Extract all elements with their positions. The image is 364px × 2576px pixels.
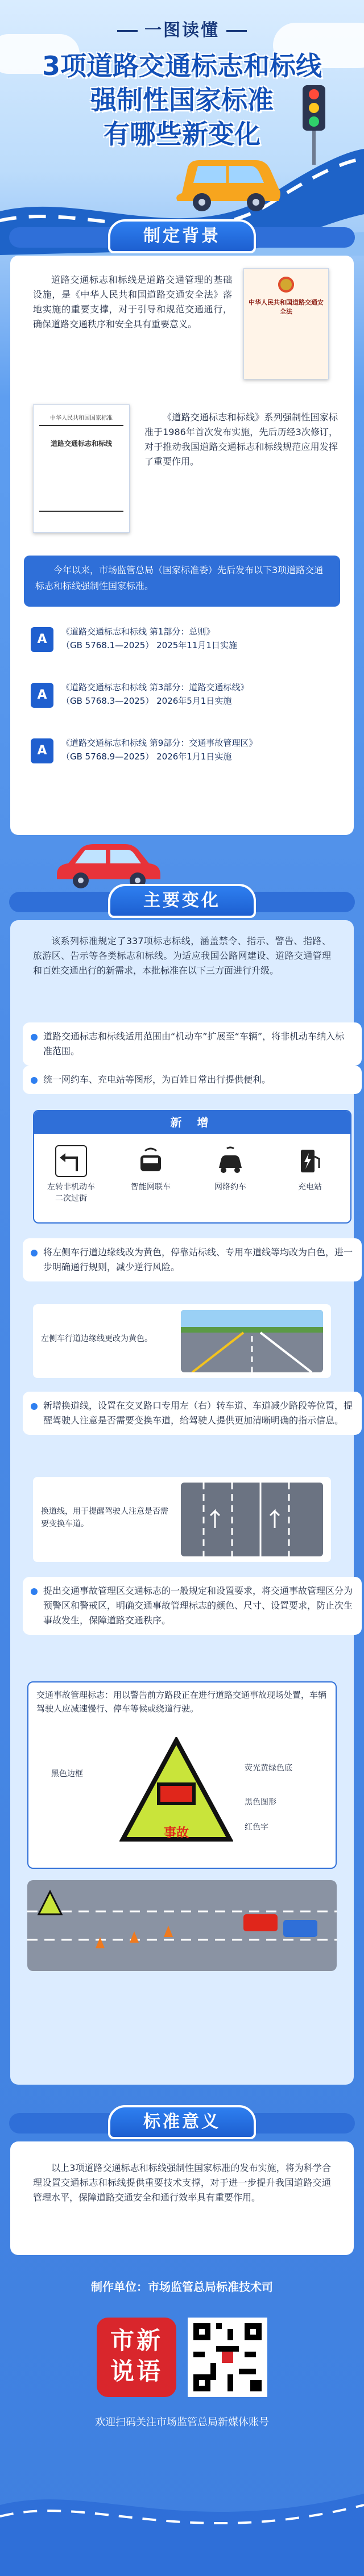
standard-book-title: 道路交通标志和标线 xyxy=(50,440,112,448)
road-sign-icon: A xyxy=(31,738,53,763)
change-text: 将左侧车行道边缘线改为黄色，停靠站标线、专用车道线等均改为白色，进一步明确通行规则，减少逆行风险。 xyxy=(43,1247,353,1272)
background-paragraph-2: 《道路交通标志和标线》系列强制性国家标准于1986年首次发布实施，先后历经3次修订，对于推动我国道路交通标志和标线规范应用发挥了重要作用。 xyxy=(144,412,338,467)
symbol-ride-hailing xyxy=(205,1145,256,1193)
standard-item xyxy=(31,736,355,768)
background-paragraph-1: 道路交通标志和标线是道路交通管理的基础设施，是《中华人民共和国道路交通安全法》落地实施的重要支撑，对于引导和规范交通通行，确保道路交通秩序和安全具有重要意义。 xyxy=(33,274,232,329)
scan-tip: 欢迎扫码关注市场监管总局新媒体账号 xyxy=(95,2416,269,2428)
change-item-lane-change xyxy=(23,1392,362,1435)
law-book-cover xyxy=(243,268,329,379)
divider xyxy=(39,511,123,512)
symbol-label: 智能网联车 xyxy=(131,1183,171,1192)
standards-list xyxy=(10,619,354,812)
change-text: 统一网约车、充电站等图形，为百姓日常出行提供便利。 xyxy=(43,1074,271,1085)
standard-date: 2025年11月1日实施 xyxy=(156,640,237,650)
producer-credit: 制作单位：市场监管总局标准技术司 xyxy=(91,2280,273,2294)
label-fluorescent-bg: 荧光黄绿色底 xyxy=(245,1764,292,1773)
yellow-car-icon xyxy=(171,153,284,216)
road-sign-icon: A xyxy=(31,627,53,652)
standard-book-header: 中华人民共和国国家标准 xyxy=(50,415,113,421)
label-black-pattern: 黑色图形 xyxy=(245,1798,276,1807)
line-color-caption: 左侧车行道边缘线更改为黄色。 xyxy=(41,1334,152,1343)
law-book-title: 中华人民共和国道路交通安全法 xyxy=(249,299,324,315)
road-photo-yellow-edge xyxy=(181,1310,323,1372)
significance-paragraph: 以上3项道路交通标志和标线强制性国家标准的发布实施，将为科学合理设置交通标志和标线提供重要技术支撑，对于进一步提升我国道路交通管理水平，保障道路交通安全和通行效率具有重要作用。 xyxy=(33,2162,331,2203)
qr-code[interactable] xyxy=(188,2318,267,2397)
standard-name: 《道路交通标志和标线 第9部分：交通事故管理区》 xyxy=(61,738,258,748)
lane-change-caption: 换道线，用于提醒驾驶人注意是否需要变换车道。 xyxy=(41,1507,168,1529)
bullet-dot-icon xyxy=(31,1403,38,1410)
standard-book-cover xyxy=(33,404,130,533)
notice-text: 今年以来，市场监管总局（国家标准委）先后发布以下3项道路交通标志和标线强制性国家标准。 xyxy=(35,565,324,591)
accident-sign-panel xyxy=(27,1681,337,1869)
change-item-line-color xyxy=(23,1238,362,1281)
symbol-charging-station xyxy=(284,1145,336,1193)
change-item-scope xyxy=(23,1022,362,1066)
road-sign-icon: A xyxy=(31,683,53,708)
symbol-label: 网络约车 xyxy=(214,1183,246,1192)
new-panel-title: 新 增 xyxy=(34,1111,350,1134)
section-header-changes xyxy=(0,880,364,920)
bullet-dot-icon xyxy=(31,1077,38,1084)
accident-note: 交通事故管理标志：用以警告前方路段正在进行道路交通事故现场处置，车辆驾驶人应减速慢行、停车等候或绕道行驶。 xyxy=(36,1690,327,1714)
national-emblem-icon xyxy=(278,277,294,293)
standard-item xyxy=(31,680,355,712)
standard-item xyxy=(31,625,355,657)
standard-date: 2026年5月1日实施 xyxy=(156,696,232,706)
standard-text xyxy=(61,625,357,652)
road-photo-lane-change xyxy=(181,1483,323,1556)
hero-title-line3: 有哪些新变化 xyxy=(104,119,260,149)
background-card xyxy=(10,256,354,835)
standard-text xyxy=(61,680,357,708)
standard-name: 《道路交通标志和标线 第3部分：道路交通标线》 xyxy=(61,682,249,692)
hero-title-line2: 强制性国家标准 xyxy=(90,85,274,115)
accident-sign-text: 事故 xyxy=(163,1826,189,1840)
section-header-background xyxy=(0,216,364,256)
label-black-border: 黑色边框 xyxy=(51,1769,83,1778)
section-title: 主要变化 xyxy=(108,884,256,918)
standard-code: （GB 5768.3—2025） xyxy=(61,696,154,706)
bullet-dot-icon xyxy=(31,1250,38,1256)
change-text: 新增换道线，设置在交叉路口专用左（右）转车道、车道减少路段等位置，提醒驾驶人注意是否需要变换车道，给驾驶人提供更加清晰明确的指示信息。 xyxy=(43,1400,353,1426)
hero-tag: 一图读懂 xyxy=(0,16,364,41)
bullet-dot-icon xyxy=(31,1034,38,1041)
standard-code: （GB 5768.9—2025） xyxy=(61,751,154,762)
symbol-smart-bus xyxy=(125,1145,176,1193)
smart-bus-icon xyxy=(135,1145,167,1177)
label-red-text: 红色字 xyxy=(245,1823,268,1832)
brand-logo xyxy=(97,2318,176,2397)
ride-hailing-icon xyxy=(214,1145,246,1177)
bullet-dot-icon xyxy=(31,1588,38,1595)
left-turn-icon xyxy=(55,1145,87,1177)
standard-date: 2026年1月1日实施 xyxy=(156,751,232,762)
new-symbols-panel xyxy=(33,1110,351,1224)
changes-intro: 该系列标准规定了337项标志标线，涵盖禁令、指示、警告、指路、旅游区、告示等各类标志和标线。为适应我国公路网建设、道路交通管理和百姓交通出行的新需求，本批标准在以下三方面进行升级。 xyxy=(33,936,331,976)
footer-road-decoration xyxy=(0,2460,364,2576)
standard-name: 《道路交通标志和标线 第1部分：总则》 xyxy=(61,627,215,637)
section-title: 标准意义 xyxy=(108,2105,256,2139)
qr-code-icon xyxy=(193,2323,262,2391)
hero-title-line1: 3项道路交通标志和标线 xyxy=(42,51,322,81)
divider xyxy=(39,425,123,426)
changes-card xyxy=(10,920,354,2085)
standard-code: （GB 5768.1—2025） xyxy=(61,640,154,650)
change-text: 提出交通事故管理区交通标志的一般规定和设置要求，将交通事故管理区分为预警区和警戒区，明确交通事故管理标志的颜色、尺寸、设置要求，防止次生事故发生，保障道路交通秩序。 xyxy=(43,1585,353,1626)
section-title: 制定背景 xyxy=(108,219,256,253)
brand-logo-text: 市新说语 xyxy=(110,2327,163,2385)
change-item-symbols xyxy=(23,1066,362,1094)
significance-card xyxy=(10,2141,354,2255)
section-header-significance xyxy=(0,2102,364,2141)
symbol-label: 充电站 xyxy=(298,1183,322,1192)
change-item-accident-zone xyxy=(23,1577,362,1635)
line-color-example xyxy=(33,1304,331,1378)
symbol-left-turn xyxy=(46,1145,97,1204)
symbol-label: 左转非机动车二次过街 xyxy=(47,1183,95,1203)
standard-text xyxy=(61,736,357,763)
charging-station-icon xyxy=(294,1145,326,1177)
accident-zone-road-illustration xyxy=(27,1880,337,1971)
change-text: 道路交通标志和标线适用范围由“机动车”扩展至“车辆”，将非机动车纳入标准范围。 xyxy=(43,1031,345,1057)
lane-change-example xyxy=(33,1477,331,1562)
